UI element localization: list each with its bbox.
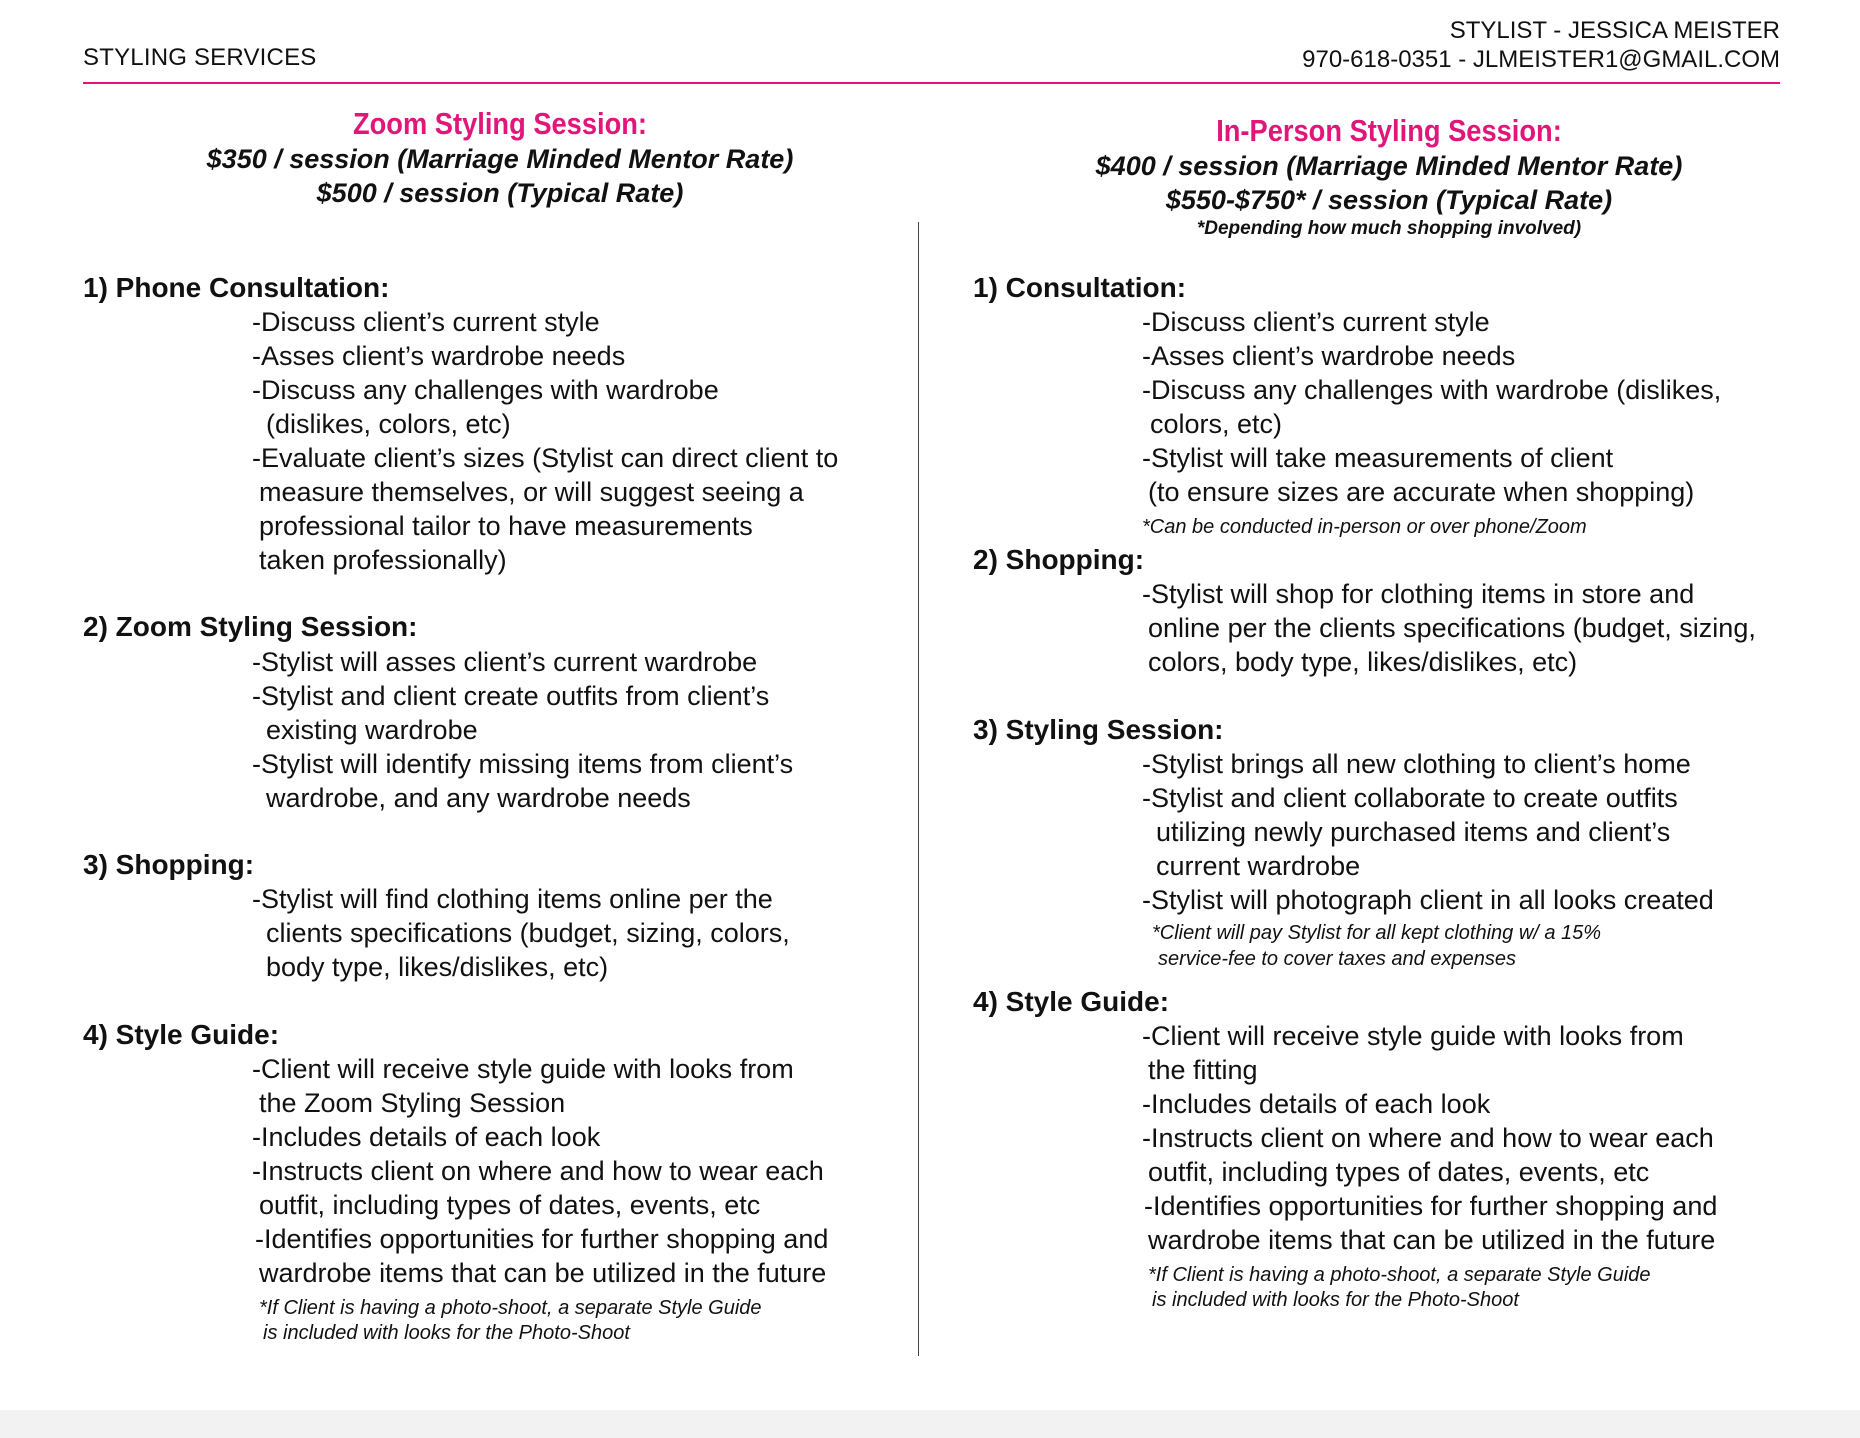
- header-divider: [83, 82, 1780, 84]
- section-heading: 3) Shopping:: [83, 849, 255, 880]
- header-contact: [1302, 16, 1780, 74]
- bullet-line: -Client will receive style guide with looks from: [252, 1054, 794, 1084]
- bullet-line: professional tailor to have measurements: [259, 511, 753, 541]
- bullet-line: the Zoom Styling Session: [259, 1088, 566, 1118]
- bullet-line: -Stylist will photograph client in all looks created: [1142, 885, 1714, 915]
- bullet-line: -Client will receive style guide with looks from: [1142, 1021, 1684, 1051]
- footnote: *Client will pay Stylist for all kept clothing w/ a 15%: [1152, 922, 1602, 944]
- bullet-line: the fitting: [1148, 1055, 1258, 1085]
- bullet-line: taken professionally): [259, 545, 507, 575]
- footnote: is included with looks for the Photo-Shoot: [1152, 1289, 1519, 1311]
- footnote: *If Client is having a photo-shoot, a separate Style Guide: [259, 1297, 762, 1319]
- bullet-line: wardrobe, and any wardrobe needs: [266, 783, 691, 813]
- bullet-line: body type, likes/dislikes, etc): [266, 952, 609, 982]
- bullet-line: -Stylist will asses client’s current wardrobe: [252, 647, 758, 677]
- bullet-line: -Stylist will identify missing items from client’s: [252, 749, 794, 779]
- bullet-line: (dislikes, colors, etc): [266, 409, 511, 439]
- bullet-line: -Stylist will find clothing items online per the: [252, 884, 773, 914]
- bullet-line: -Discuss client’s current style: [1142, 307, 1490, 337]
- bullet-line: -Discuss client’s current style: [252, 307, 600, 337]
- bullet-line: current wardrobe: [1156, 851, 1361, 881]
- bullet-line: -Asses client’s wardrobe needs: [1142, 341, 1516, 371]
- bullet-line: -Identifies opportunities for further shopping and: [1144, 1191, 1718, 1221]
- rate-footnote: *Depending how much shopping involved): [1196, 218, 1582, 239]
- footnote: *If Client is having a photo-shoot, a separate Style Guide: [1148, 1264, 1651, 1286]
- section-heading: 1) Consultation:: [973, 272, 1187, 303]
- bullet-line: existing wardrobe: [266, 715, 478, 745]
- bullet-line: -Discuss any challenges with wardrobe: [252, 375, 719, 405]
- bullet-line: -Instructs client on where and how to wear each: [252, 1156, 824, 1186]
- bullet-line: colors, body type, likes/dislikes, etc): [1148, 647, 1578, 677]
- section-heading: 2) Zoom Styling Session:: [83, 611, 418, 642]
- bullet-line: wardrobe items that can be utilized in the future: [1148, 1225, 1716, 1255]
- bullet-line: -Asses client’s wardrobe needs: [252, 341, 626, 371]
- bullet-line: outfit, including types of dates, events, etc: [1148, 1157, 1650, 1187]
- bullet-line: measure themselves, or will suggest seeing a: [259, 477, 804, 507]
- bullet-line: outfit, including types of dates, events, etc: [259, 1190, 761, 1220]
- in-person-mentor-rate: $400 / session (Marriage Minded Mentor Rate): [1095, 151, 1683, 181]
- bullet-line: utilizing newly purchased items and client’s: [1156, 817, 1671, 847]
- column-divider: [918, 222, 919, 1356]
- bullet-line: (to ensure sizes are accurate when shopping): [1148, 477, 1695, 507]
- bullet-line: -Evaluate client’s sizes (Stylist can direct client to: [252, 443, 839, 473]
- in-person-session-title: In-Person Styling Session:: [1216, 113, 1562, 148]
- bullet-line: -Stylist will shop for clothing items in store and: [1142, 579, 1695, 609]
- footnote: service-fee to cover taxes and expenses: [1158, 948, 1516, 970]
- section-heading: 2) Shopping:: [973, 544, 1145, 575]
- footnote: is included with looks for the Photo-Shoot: [263, 1322, 630, 1344]
- in-person-typical-rate: $550-$750* / session (Typical Rate): [1165, 185, 1613, 215]
- zoom-typical-rate: $500 / session (Typical Rate): [316, 178, 684, 208]
- section-heading: 4) Style Guide:: [83, 1019, 280, 1050]
- bullet-line: wardrobe items that can be utilized in the future: [259, 1258, 827, 1288]
- zoom-mentor-rate: $350 / session (Marriage Minded Mentor Rate): [206, 144, 794, 174]
- bullet-line: -Discuss any challenges with wardrobe (dislikes,: [1142, 375, 1722, 405]
- stylist-name: STYLIST - JESSICA MEISTER: [1449, 17, 1780, 44]
- bullet-line: -Stylist brings all new clothing to client’s home: [1142, 749, 1691, 779]
- bullet-line: -Includes details of each look: [252, 1122, 601, 1152]
- footnote: *Can be conducted in-person or over phone/Zoom: [1142, 516, 1587, 538]
- bullet-line: colors, etc): [1150, 409, 1283, 439]
- bullet-line: -Stylist will take measurements of client: [1142, 443, 1614, 473]
- header-title: STYLING SERVICES: [83, 44, 317, 71]
- bullet-line: -Identifies opportunities for further shopping and: [255, 1224, 829, 1254]
- bullet-line: clients specifications (budget, sizing, colors,: [266, 918, 790, 948]
- zoom-session-title: Zoom Styling Session:: [352, 106, 648, 141]
- section-heading: 4) Style Guide:: [973, 986, 1170, 1017]
- bullet-line: -Stylist and client collaborate to create outfits: [1142, 783, 1678, 813]
- bullet-line: online per the clients specifications (budget, sizing,: [1148, 613, 1756, 643]
- bullet-line: -Stylist and client create outfits from client’s: [252, 681, 770, 711]
- bullet-line: -Includes details of each look: [1142, 1089, 1491, 1119]
- bullet-line: -Instructs client on where and how to wear each: [1142, 1123, 1714, 1153]
- contact-info: 970-618-0351 - JLMEISTER1@GMAIL.COM: [1302, 46, 1780, 73]
- section-heading: 1) Phone Consultation:: [83, 272, 390, 303]
- section-heading: 3) Styling Session:: [973, 714, 1224, 745]
